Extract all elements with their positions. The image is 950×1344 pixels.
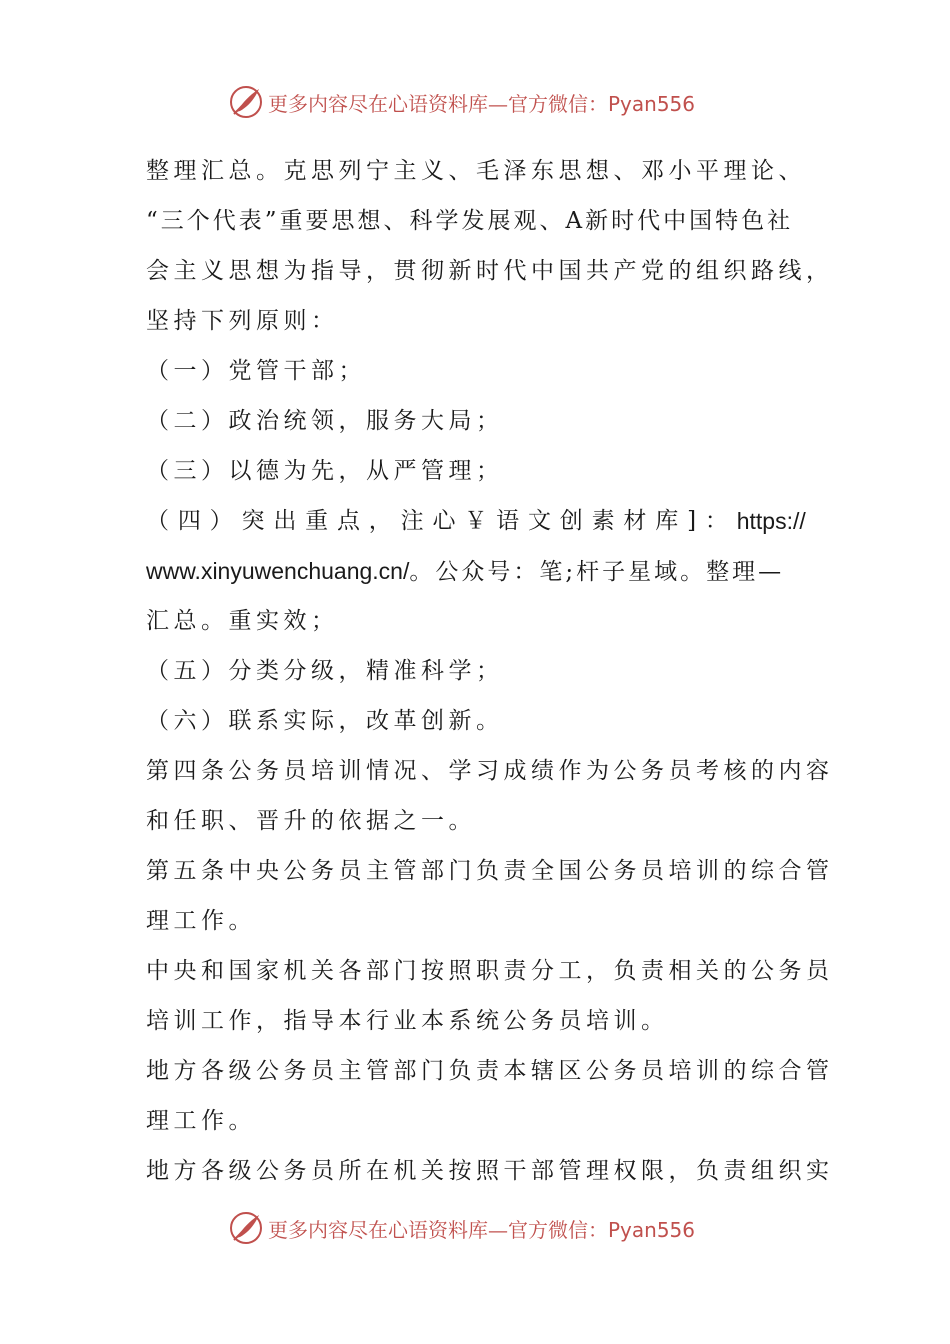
url-fragment: https:// — [736, 508, 806, 534]
text-line: 地方各级公务员所在机关按照干部管理权限，负责组织实 — [146, 1158, 834, 1184]
char: 四 — [177, 508, 201, 534]
text-line: 整理汇总。克思列宁主义、毛泽东思想、邓小平理论、 — [146, 158, 806, 184]
list-item: （一）党管干部； — [146, 358, 366, 384]
char: 重 — [305, 508, 329, 534]
char: 库 — [655, 508, 679, 534]
char: 点 — [336, 508, 360, 534]
list-item: （三）以德为先，从严管理； — [146, 458, 504, 484]
header-watermark-banner — [228, 82, 748, 122]
document-body — [146, 146, 834, 1196]
char: ） — [209, 508, 233, 534]
text-line: 中央和国家机关各部门按照职责分工，负责相关的公务员 — [146, 958, 834, 984]
wechat-id: Pyan556 — [608, 91, 696, 116]
char: 心 — [432, 508, 456, 534]
text-line: 坚持下列原则： — [146, 308, 339, 334]
char: 注 — [400, 508, 424, 534]
banner-label: 更多内容尽在心语资料库—官方微信：Pyan556 — [268, 91, 696, 116]
text-line: “三个代表”重要思想、科学发展观、A新时代中国特色社 — [146, 208, 794, 234]
banner-label: 更多内容尽在心语资料库—官方微信：Pyan556 — [268, 1217, 696, 1242]
wechat-id: Pyan556 — [608, 1217, 696, 1242]
char: ] — [687, 508, 697, 534]
quill-pen-icon — [228, 1210, 264, 1246]
char: 突 — [241, 508, 265, 534]
char: 创 — [559, 508, 583, 534]
char: ： — [704, 508, 728, 534]
footer-watermark-banner — [228, 1208, 748, 1248]
text-line: 培训工作，指导本行业本系统公务员培训。 — [146, 1008, 669, 1034]
char: 语 — [496, 508, 520, 534]
char: ， — [368, 508, 392, 534]
text-line: 汇总。重实效； — [146, 608, 339, 634]
char: （ — [146, 508, 169, 534]
text-line: 第四条公务员培训情况、学习成绩作为公务员考核的内容 — [146, 758, 834, 784]
text-line: 会主义思想为指导，贯彻新时代中国共产党的组织路线， — [146, 258, 834, 284]
char: ￥ — [464, 508, 488, 534]
list-item: （六）联系实际，改革创新。 — [146, 708, 504, 734]
char: 文 — [527, 508, 551, 534]
text-line: 理工作。 — [146, 1108, 256, 1134]
list-item: （二）政治统领，服务大局； — [146, 408, 504, 434]
char: 出 — [273, 508, 297, 534]
char: 材 — [623, 508, 647, 534]
text-line: 和任职、晋升的依据之一。 — [146, 808, 476, 834]
text-line: 第五条中央公务员主管部门负责全国公务员培训的综合管 — [146, 858, 834, 884]
quill-pen-icon — [228, 84, 264, 120]
list-item: （五）分类分级，精准科学； — [146, 658, 504, 684]
list-item-justified — [146, 496, 806, 546]
text-line: 地方各级公务员主管部门负责本辖区公务员培训的综合管 — [146, 1058, 834, 1084]
char: 素 — [591, 508, 615, 534]
text-line-with-url: www.xinyuwenchuang.cn/。公众号：笔;杆子星域。整理— — [146, 558, 785, 585]
text-line: 理工作。 — [146, 908, 256, 934]
